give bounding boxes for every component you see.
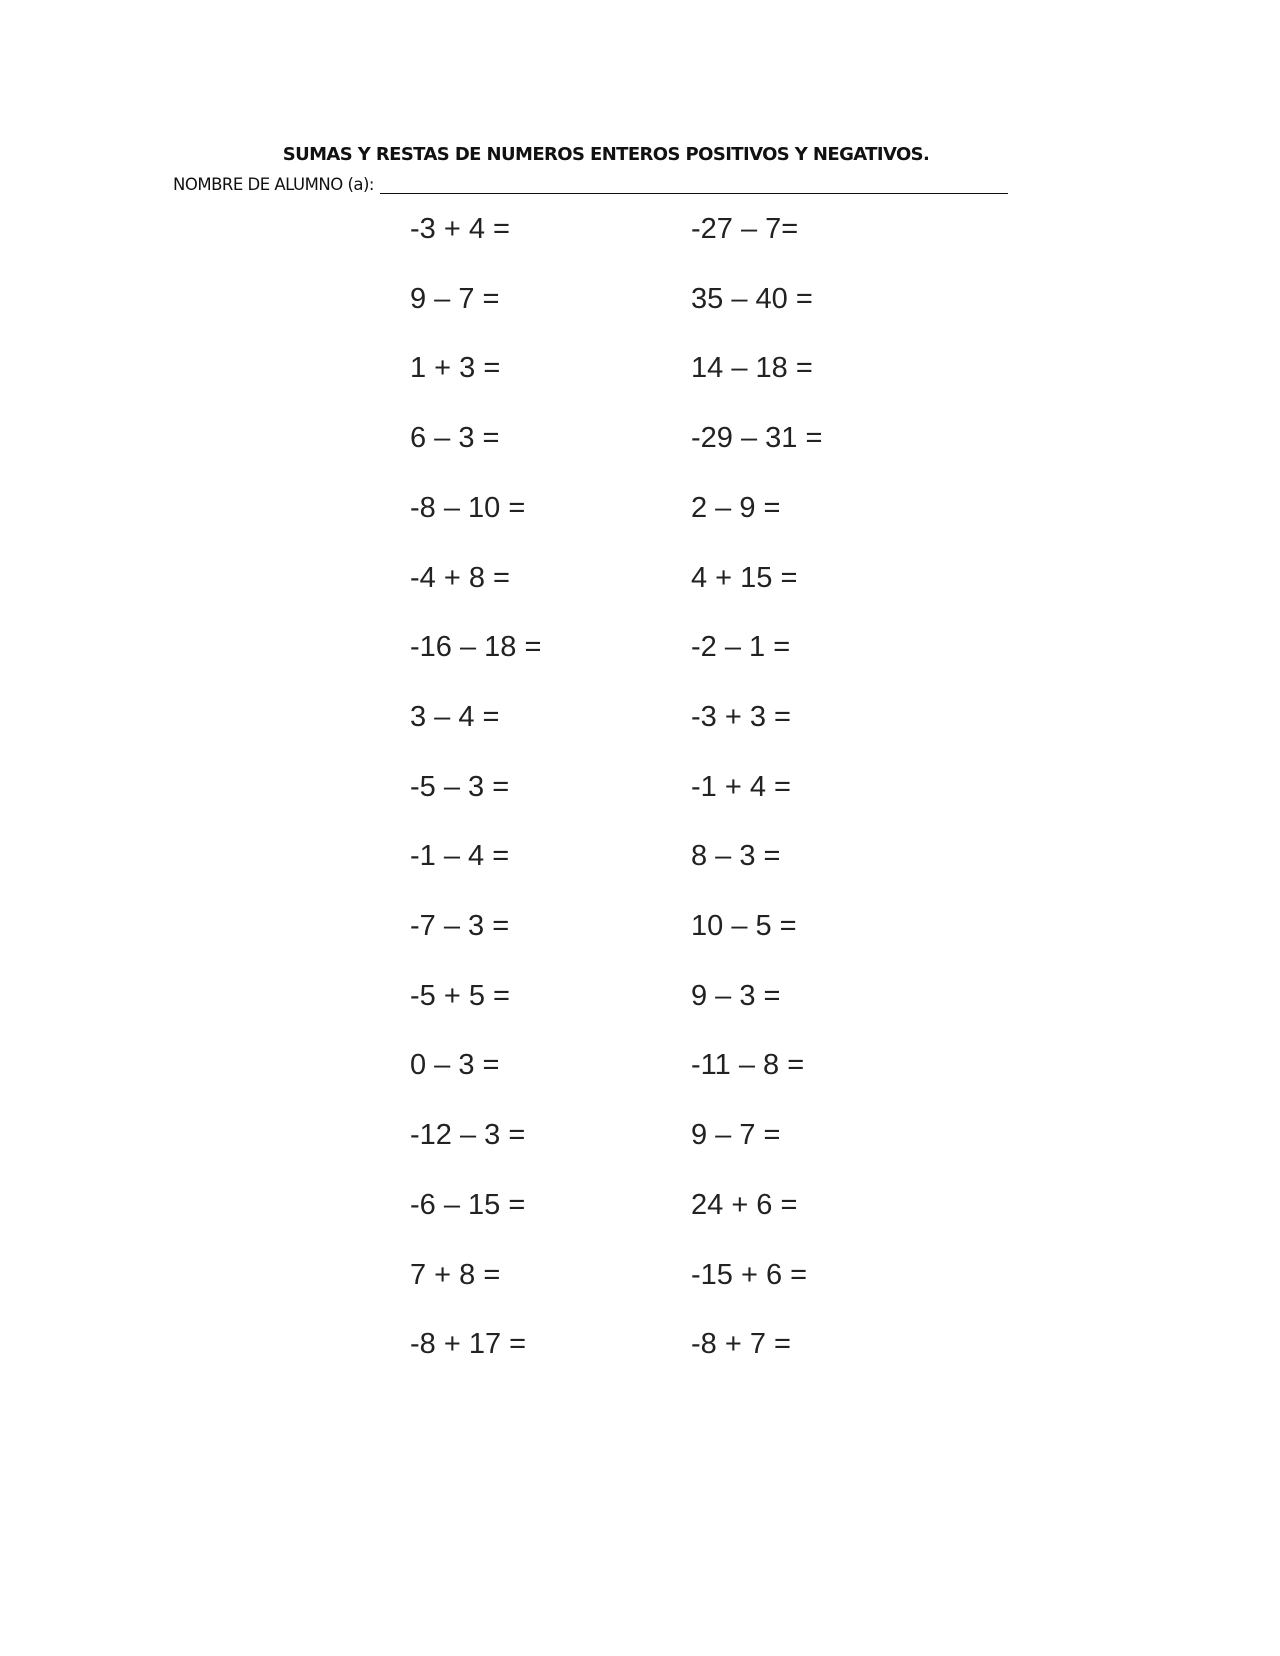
exercise-left-12: -5 + 5 = [410,979,510,1012]
exercise-left-15: -6 – 15 = [410,1188,526,1221]
student-name-blank[interactable] [380,175,1008,194]
exercise-right-16: -15 + 6 = [691,1258,808,1291]
exercise-right-8: -3 + 3 = [691,700,791,733]
exercise-right-11: 10 – 5 = [691,910,797,942]
exercise-left-13: 0 – 3 = [410,1049,500,1082]
exercise-left-11: -7 – 3 = [410,910,510,942]
exercise-right-6: 4 + 15 = [691,561,798,594]
exercise-right-13: -11 – 8 = [691,1049,805,1082]
exercise-left-6: -4 + 8 = [410,561,510,594]
exercise-left-2: 9 – 7 = [410,282,500,315]
exercise-left-3: 1 + 3 = [410,352,501,385]
exercise-left-17: -8 + 17 = [410,1328,527,1361]
exercise-right-9: -1 + 4 = [691,770,791,803]
exercise-right-14: 9 – 7 = [691,1119,781,1152]
exercise-left-14: -12 – 3 = [410,1119,526,1152]
exercise-right-4: -29 – 31 = [691,422,823,455]
exercise-right-2: 35 – 40 = [691,282,813,315]
exercise-left-4: 6 – 3 = [410,422,500,455]
exercise-right-12: 9 – 3 = [691,979,781,1012]
exercise-right-5: 2 – 9 = [691,491,781,524]
exercise-left-5: -8 – 10 = [410,491,526,524]
exercise-left-9: -5 – 3 = [410,770,510,803]
exercise-right-7: -2 – 1 = [691,631,791,664]
exercise-right-15: 24 + 6 = [691,1188,798,1221]
exercise-left-8: 3 – 4 = [410,700,500,733]
exercise-right-1: -27 – 7= [691,213,799,245]
exercise-left-7: -16 – 18 = [410,631,542,664]
exercise-right-3: 14 – 18 = [691,352,813,385]
exercise-right-10: 8 – 3 = [691,840,781,873]
exercise-left-10: -1 – 4 = [410,840,510,873]
exercise-left-16: 7 + 8 = [410,1258,501,1291]
exercise-left-1: -3 + 4 = [410,213,510,245]
worksheet-title: SUMAS Y RESTAS DE NUMEROS ENTEROS POSITIVOS Y NEGATIVOS. [282,144,930,165]
student-name-row [173,175,1008,194]
exercise-right-17: -8 + 7 = [691,1328,791,1361]
student-name-label: NOMBRE DE ALUMNO (a): [173,175,374,194]
